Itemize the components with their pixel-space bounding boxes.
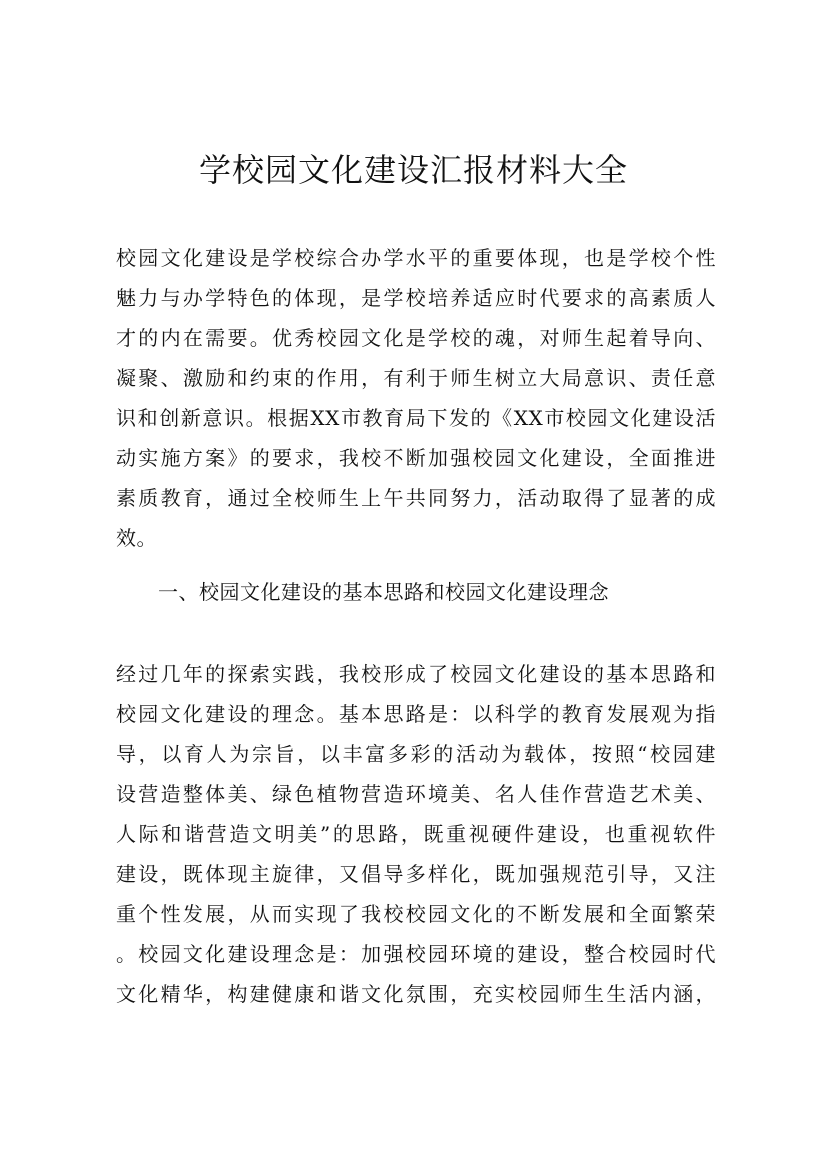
paragraph-line: 导，以育人为宗旨，以丰富多彩的活动为载体，按照“校园建 xyxy=(116,742,716,766)
paragraph-line: 魅力与办学特色的体现，是学校培养适应时代要求的高素质人 xyxy=(116,286,716,310)
paragraph-line: 动实施方案》的要求，我校不断加强校园文化建设，全面推进 xyxy=(116,446,716,470)
paragraph-line: 经过几年的探索实践，我校形成了校园文化建设的基本思路和 xyxy=(116,662,716,686)
paragraph-line: 设营造整体美、绿色植物营造环境美、名人佳作营造艺术美、 xyxy=(116,782,716,806)
paragraph-line: 人际和谐营造文明美”的思路，既重视硬件建设，也重视软件 xyxy=(116,822,716,846)
paragraph-line: 建设，既体现主旋律，又倡导多样化，既加强规范引导，又注 xyxy=(116,862,716,886)
paragraph-approach xyxy=(116,654,716,1014)
paragraph-line: 素质教育，通过全校师生上午共同努力，活动取得了显著的成 xyxy=(116,486,716,510)
document-title: 学校园文化建设汇报材料大全 xyxy=(198,151,628,189)
paragraph-line: 效。 xyxy=(116,526,157,550)
paragraph-line: 凝聚、激励和约束的作用，有利于师生树立大局意识、责任意 xyxy=(116,366,716,390)
paragraph-line: 校园文化建设是学校综合办学水平的重要体现，也是学校个性 xyxy=(116,246,716,270)
paragraph-line: 校园文化建设的理念。基本思路是：以科学的教育发展观为指 xyxy=(116,702,716,726)
paragraph-line: 识和创新意识。根据XX市教育局下发的《XX市校园文化建设活 xyxy=(116,406,716,430)
paragraph-line: 文化精华，构建健康和谐文化氛围，充实校园师生生活内涵， xyxy=(116,982,716,1006)
paragraph-line: 。校园文化建设理念是：加强校园环境的建设，整合校园时代 xyxy=(116,942,716,966)
paragraph-intro xyxy=(116,238,716,558)
paragraph-line: 重个性发展，从而实现了我校校园文化的不断发展和全面繁荣 xyxy=(116,902,716,926)
section-heading: 一、校园文化建设的基本思路和校园文化建设理念 xyxy=(158,580,609,604)
paragraph-line: 才的内在需要。优秀校园文化是学校的魂，对师生起着导向、 xyxy=(116,326,716,350)
